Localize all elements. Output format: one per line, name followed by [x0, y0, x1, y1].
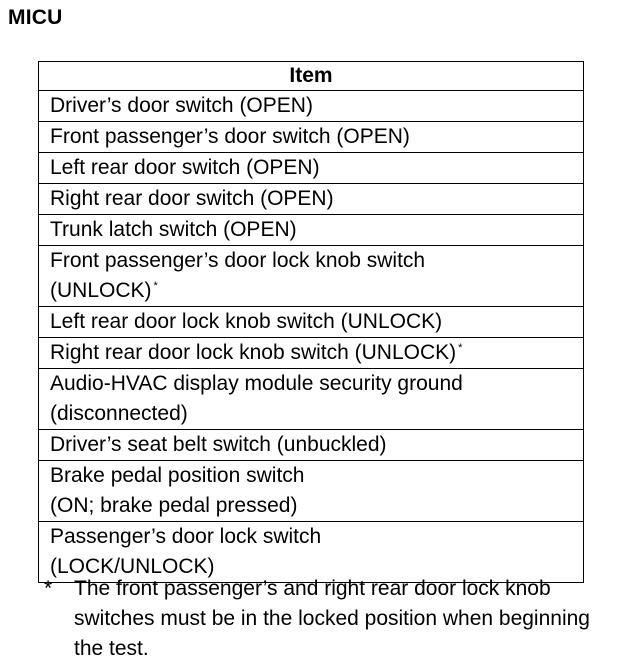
column-header-item: Item	[39, 62, 584, 91]
table-row	[39, 122, 584, 153]
item-text: Driver’s door switch (OPEN)	[50, 94, 313, 117]
footnote-marker: *	[153, 280, 158, 292]
item-text: Passenger’s door lock switch	[50, 525, 322, 548]
footnote	[44, 574, 614, 664]
table-cell	[39, 91, 584, 122]
table-row	[39, 184, 584, 215]
table-row	[39, 215, 584, 246]
table-cell	[39, 215, 584, 246]
item-text: Right rear door lock knob switch (UNLOCK)	[50, 341, 457, 364]
table-header-row	[39, 62, 584, 91]
table-cell	[39, 122, 584, 153]
table-cell	[39, 338, 584, 369]
table-row	[39, 369, 584, 430]
table-cell	[39, 369, 584, 430]
table-row	[39, 430, 584, 461]
item-text: Audio-HVAC display module security ground	[50, 372, 463, 395]
footnote-asterisk: *	[44, 577, 53, 600]
table-row	[39, 307, 584, 338]
item-text: Left rear door lock knob switch (UNLOCK)	[50, 310, 443, 333]
micu-items-table	[38, 61, 584, 583]
item-text: Driver’s seat belt switch (unbuckled)	[50, 433, 387, 456]
item-text: Front passenger’s door switch (OPEN)	[50, 125, 410, 148]
footnote-marker: *	[458, 342, 463, 354]
table-row	[39, 153, 584, 184]
table-row	[39, 91, 584, 122]
section-heading: MICU	[8, 6, 63, 29]
table-cell	[39, 307, 584, 338]
table-cell	[39, 184, 584, 215]
item-text-continued: (ON; brake pedal pressed)	[50, 494, 298, 517]
item-text: Brake pedal position switch	[50, 464, 305, 487]
footnote-text: The front passenger’s and right rear door lock knob switches must be in the locked position when beginning the test.	[74, 577, 590, 660]
item-text-continued: (UNLOCK)	[50, 279, 152, 302]
table-cell	[39, 153, 584, 184]
table-row	[39, 461, 584, 522]
item-text-continued: (disconnected)	[50, 402, 188, 425]
item-text: Right rear door switch (OPEN)	[50, 187, 334, 210]
table-row	[39, 338, 584, 369]
item-text: Front passenger’s door lock knob switch	[50, 249, 426, 272]
table-row	[39, 246, 584, 307]
item-text: Trunk latch switch (OPEN)	[50, 218, 297, 241]
table-cell	[39, 246, 584, 307]
table-cell	[39, 461, 584, 522]
item-text: Left rear door switch (OPEN)	[50, 156, 320, 179]
table-cell	[39, 430, 584, 461]
item-text-continued: (LOCK/UNLOCK)	[50, 555, 215, 578]
